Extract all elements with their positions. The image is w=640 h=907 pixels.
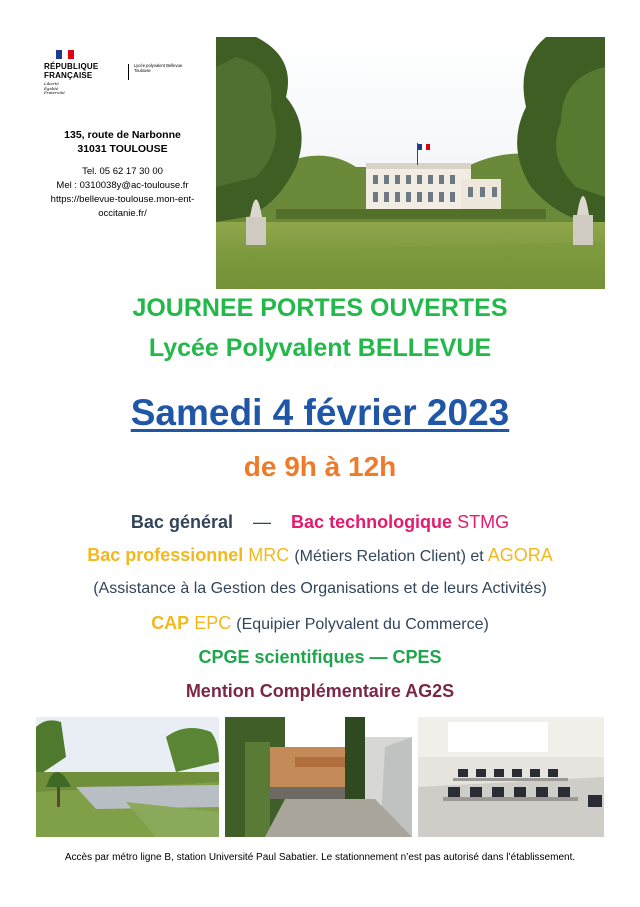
program-row-bac: [0, 510, 640, 534]
chateau-park-photo: [216, 37, 605, 289]
logo-line-1: RÉPUBLIQUE: [44, 62, 99, 71]
address-tel: Tel. 05 62 17 30 00: [82, 166, 163, 177]
program-row-bac-pro: [0, 543, 640, 569]
address-web-2[interactable]: occitanie.fr/: [98, 208, 147, 219]
mrc-description: (Métiers Relation Client) et: [294, 548, 484, 565]
stmg-label: STMG: [457, 512, 510, 532]
logo-separator: [128, 64, 129, 80]
program-row-cpge: CPGE scientifiques — CPES: [198, 647, 442, 667]
address-block: [30, 128, 215, 221]
access-note: Accès par métro ligne B, station Université Paul Sabatier. Le stationnement n’est pas autorisé dans l’établissement.: [64, 852, 576, 863]
address-web-1[interactable]: https://bellevue-toulouse.mon-ent-: [50, 194, 195, 205]
separator-dash: —: [253, 512, 272, 532]
mrc-label: MRC: [248, 545, 290, 565]
agora-label: AGORA: [487, 545, 553, 565]
logo-line-2: FRANÇAISE: [44, 71, 93, 80]
address-street: 135, route de Narbonne: [64, 129, 181, 141]
bac-general: Bac général: [130, 512, 233, 532]
address-mail[interactable]: Mel : 0310038y@ac-toulouse.fr: [56, 180, 189, 191]
computer-classroom-photo: [418, 717, 604, 837]
cap-label: CAP: [151, 613, 190, 633]
program-row-cap: [0, 611, 640, 637]
event-time: de 9h à 12h: [243, 451, 397, 482]
school-title: Lycée Polyvalent BELLEVUE: [148, 334, 492, 362]
epc-label: EPC: [194, 613, 232, 633]
bac-technologique: Bac technologique: [291, 512, 453, 532]
bac-professionnel: Bac professionnel: [87, 545, 244, 565]
parking-trees-photo: [36, 717, 219, 837]
agora-description: (Assistance à la Gestion des Organisations et de leurs Activités): [93, 580, 547, 597]
school-name-small: Lycée polyvalent Bellevue Toulouse: [134, 63, 183, 73]
campus-buildings-photo: [225, 717, 412, 837]
motto-liberte: Liberté: [44, 81, 59, 86]
epc-description: (Equipier Polyvalent du Commerce): [236, 616, 489, 633]
motto-fraternite: Fraternité: [44, 90, 65, 95]
address-city: 31031 TOULOUSE: [77, 143, 168, 155]
program-row-mention: Mention Complémentaire AG2S: [185, 681, 455, 701]
motto-egalite: Égalité: [44, 85, 59, 91]
event-date: Samedi 4 février 2023: [130, 392, 510, 433]
french-flag-icon: [56, 50, 74, 59]
event-title: JOURNEE PORTES OUVERTES: [132, 294, 508, 322]
